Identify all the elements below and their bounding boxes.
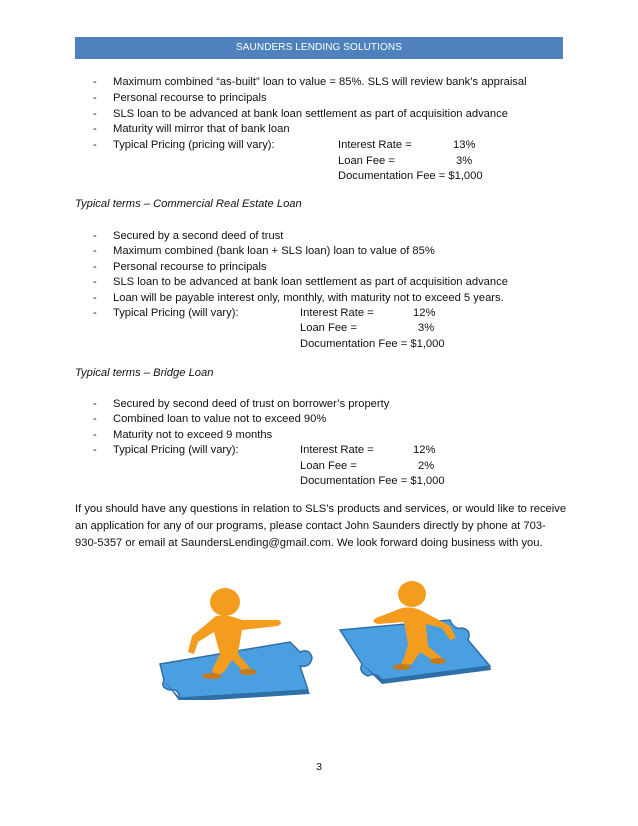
puzzle-handshake-illustration (150, 580, 500, 700)
closing-paragraph: If you should have any questions in relation to SLS’s products and services, or would like to receive an application for any of our programs, please contact John Saunders directly by phone at 703-930-5357 or email at SaundersLending@gmail.com. We look forward doing business with you. (75, 503, 567, 549)
bullet-text: Personal recourse to principals (113, 261, 267, 273)
bullet-dash: - (93, 292, 97, 304)
interest-rate-label: Interest Rate = (300, 444, 374, 456)
interest-rate-label: Interest Rate = (300, 307, 374, 319)
section-title-commercial: Typical terms – Commercial Real Estate Loan (75, 198, 302, 210)
bullet-text: Personal recourse to principals (113, 92, 267, 104)
bullet-dash: - (93, 230, 97, 242)
bullet-text: SLS loan to be advanced at bank loan settlement as part of acquisition advance (113, 276, 508, 288)
bullet-text: Maturity will mirror that of bank loan (113, 123, 290, 135)
bullet-text: Combined loan to value not to exceed 90% (113, 413, 327, 425)
page-header-banner (75, 37, 563, 59)
loan-fee-label: Loan Fee = (338, 155, 395, 167)
bullet-text: Maximum combined (bank loan + SLS loan) loan to value of 85% (113, 245, 435, 257)
bullet-dash: - (93, 429, 97, 441)
bullet-text: Maximum combined “as-built” loan to value = 85%. SLS will review bank’s appraisal (113, 76, 527, 88)
bullet-dash: - (93, 276, 97, 288)
bullet-dash: - (93, 307, 97, 319)
section-title-bridge: Typical terms – Bridge Loan (75, 367, 214, 379)
bullet-dash: - (93, 92, 97, 104)
documentation-fee: Documentation Fee = $1,000 (338, 170, 483, 182)
bullet-dash: - (93, 76, 97, 88)
documentation-fee: Documentation Fee = $1,000 (300, 475, 445, 487)
bullet-dash: - (93, 261, 97, 273)
loan-fee-label: Loan Fee = (300, 460, 357, 472)
bullet-text: Secured by second deed of trust on borrower’s property (113, 398, 390, 410)
page-number: 3 (316, 761, 322, 773)
bullet-text: Loan will be payable interest only, monthly, with maturity not to exceed 5 years. (113, 292, 504, 304)
loan-fee-label: Loan Fee = (300, 322, 357, 334)
documentation-fee: Documentation Fee = $1,000 (300, 338, 445, 350)
bullet-dash: - (93, 413, 97, 425)
interest-rate-value: 13% (453, 139, 476, 151)
bullet-dash: - (93, 444, 97, 456)
bullet-dash: - (93, 398, 97, 410)
loan-fee-value: 3% (456, 155, 473, 167)
bullet-dash: - (93, 139, 97, 151)
bullet-dash: - (93, 123, 97, 135)
bullet-text: SLS loan to be advanced at bank loan settlement as part of acquisition advance (113, 108, 508, 120)
bullet-text: Maturity not to exceed 9 months (113, 429, 273, 441)
pricing-bullet-text: Typical Pricing (will vary): (113, 444, 239, 456)
bullet-dash: - (93, 108, 97, 120)
interest-rate-label: Interest Rate = (338, 139, 412, 151)
bullet-dash: - (93, 245, 97, 257)
bullet-text: Secured by a second deed of trust (113, 230, 284, 242)
pricing-bullet-text: Typical Pricing (pricing will vary): (113, 139, 275, 151)
pricing-bullet-text: Typical Pricing (will vary): (113, 307, 239, 319)
interest-rate-value: 12% (413, 307, 436, 319)
header-title: SAUNDERS LENDING SOLUTIONS (236, 42, 402, 53)
loan-fee-value: 2% (418, 460, 435, 472)
loan-fee-value: 3% (418, 322, 435, 334)
interest-rate-value: 12% (413, 444, 436, 456)
